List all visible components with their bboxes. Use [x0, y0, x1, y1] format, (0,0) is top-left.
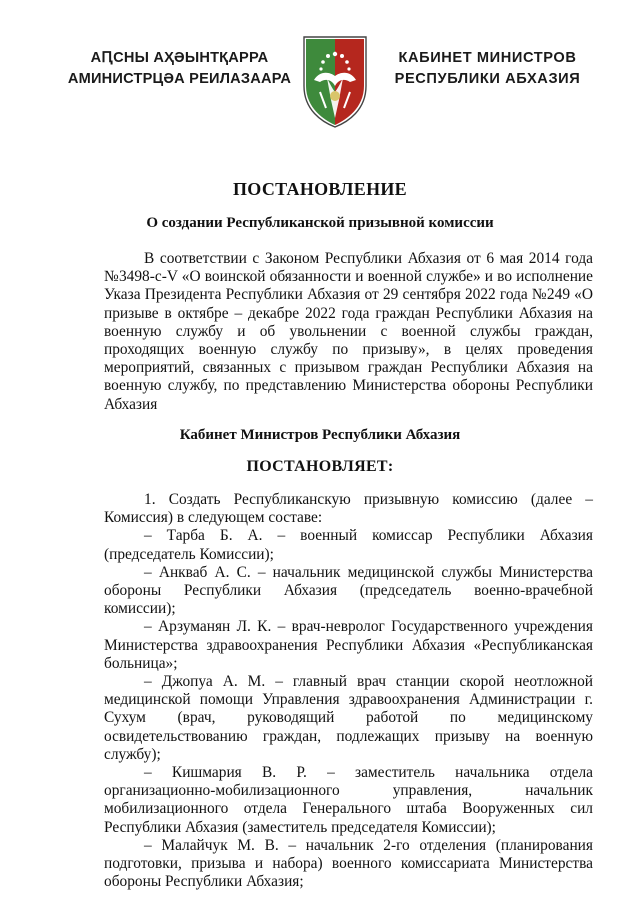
letterhead-abkhaz-line1: АԤСНЫ АҲӘЫНТҚАРРА	[90, 50, 269, 66]
list-item: 1. Создать Республиканскую призывную комиссию (далее – Комиссия) в следующем составе:	[104, 491, 593, 527]
list-item: – Кишмария В. Р. – заместитель начальника отдела организационно-мобилизационного управления, начальник мобилизационного отдела Генерального штаба Вооруженных сил Республики Абхазия (заместитель председателя Комиссии);	[104, 764, 593, 836]
letterhead-abkhaz-line2: АМИНИСТРЦӘА РЕИЛАЗААРА	[67, 71, 292, 87]
list-item: – Джопуа А. М. – главный врач станции скорой неотложной медицинской помощи Управления здравоохранения Администрации г. Сухум (врач, руководящий работой по медицинскому освидетельствованию граждан, подлежащих призыву на военную службу);	[104, 673, 593, 763]
list-item: – Малайчук М. В. – начальник 2-го отделения (планирования подготовки, призыва и набора) военного комиссариата Министерства обороны Республики Абхазия;	[104, 836, 593, 891]
letterhead-abkhaz	[62, 48, 297, 90]
preamble-paragraph: В соответствии с Законом Республики Абхазия от 6 мая 2014 года №3498-с-V «О воинской обязанности и военной службе» и во исполнение Указа Президента Республики Абхазия от 29 сентября 2022 года №249 «О призыве в октябре – декабре 2022 года граждан Республики Абхазия на военную службу и об увольнении с военной службы граждан, проходящих военную службу по призыву», в целях проведения мероприятий, связанных с призывом граждан Республики Абхазия на военную службу, по представлению Министерства обороны Республики Абхазия	[104, 250, 593, 413]
coat-of-arms-icon	[300, 34, 370, 130]
document-title: ПОСТАНОВЛЕНИЕ	[233, 179, 407, 199]
document-subtitle: О создании Республиканской призывной комиссии	[146, 215, 494, 231]
letterhead-russian-line1: КАБИНЕТ МИНИСТРОВ	[398, 50, 577, 66]
letterhead-russian	[380, 48, 595, 90]
letterhead	[0, 30, 640, 140]
list-item: – Тарба Б. А. – военный комиссар Республики Абхазия (председатель Комиссии);	[104, 527, 593, 563]
issuer-heading: Кабинет Министров Республики Абхазия	[179, 427, 461, 443]
commission-member-list	[104, 491, 593, 891]
decides-heading: ПОСТАНОВЛЯЕТ:	[246, 458, 394, 475]
list-item: – Анкваб А. С. – начальник медицинской службы Министерства обороны Республики Абхазия (председатель военно-врачебной комиссии);	[104, 563, 593, 618]
letterhead-russian-line2: РЕСПУБЛИКИ АБХАЗИЯ	[394, 71, 581, 87]
list-item: – Арзуманян Л. К. – врач-невролог Государственного учреждения Министерства здравоохранения Республики Абхазия «Республиканская больница»;	[104, 618, 593, 672]
